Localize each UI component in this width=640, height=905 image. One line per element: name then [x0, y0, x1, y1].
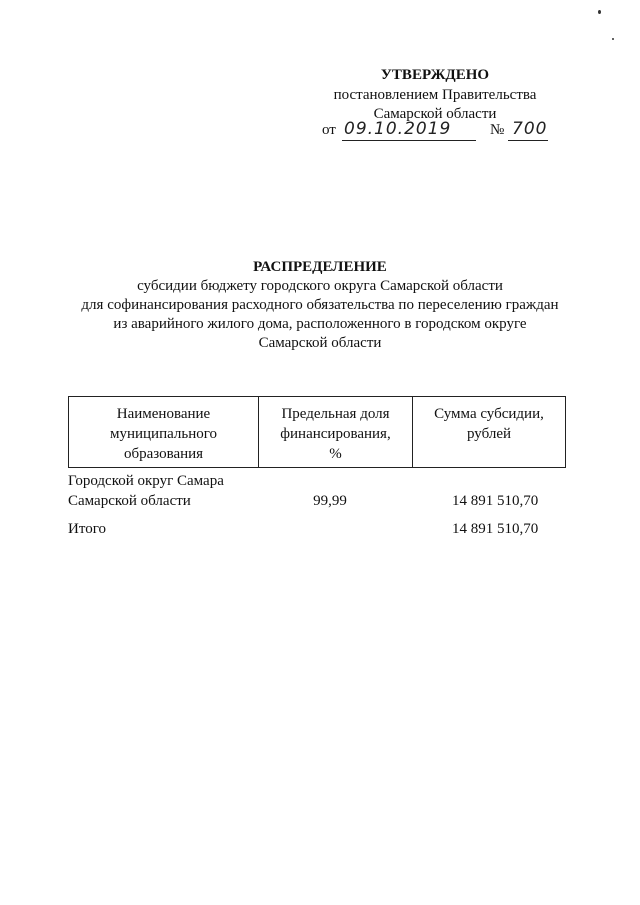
header-cell-text: муниципального: [109, 426, 218, 442]
scan-speck: [598, 10, 601, 14]
header-cell-text: рублей: [466, 426, 512, 442]
row-amount: 14 891 510,70: [452, 493, 539, 509]
header-cell-text: финансирования,: [280, 426, 391, 442]
header-amount: [413, 397, 565, 467]
total-amount: 14 891 510,70: [452, 521, 539, 537]
number-label: №: [490, 122, 505, 138]
approval-line-1: постановлением Правительства: [333, 87, 537, 103]
approval-title: УТВЕРЖДЕНО: [380, 67, 490, 83]
document-title: РАСПРЕДЕЛЕНИЕ: [253, 259, 387, 275]
document-subtitle-line-1: субсидии бюджету городского округа Самарской области: [137, 278, 503, 294]
header-municipality: [69, 397, 259, 467]
header-cell-text: Наименование: [116, 406, 211, 422]
header-share: [259, 397, 413, 467]
header-cell-text: Предельная доля: [281, 406, 390, 422]
distribution-table-header: [68, 396, 566, 468]
date-underline: [342, 140, 476, 141]
from-label: от: [322, 122, 336, 138]
row-municipality-line-2: Самарской области: [68, 493, 191, 509]
header-cell-text: Сумма субсидии,: [434, 406, 544, 422]
document-subtitle-line-2: для софинансирования расходного обязательства по переселению граждан: [81, 297, 559, 313]
handwritten-number: 700: [512, 119, 548, 139]
document-subtitle-line-3: из аварийного жилого дома, расположенного в городском округе: [113, 316, 527, 332]
document-subtitle-line-4: Самарской области: [258, 335, 382, 351]
approval-line-2: Самарской области: [373, 106, 497, 122]
number-underline: [508, 140, 548, 141]
header-cell-text: образования: [123, 446, 204, 462]
approval-date-line: [322, 119, 562, 144]
row-municipality-line-1: Городской округ Самара: [68, 473, 224, 489]
handwritten-date: 09.10.2019: [344, 119, 452, 139]
header-cell-text: %: [329, 446, 342, 462]
row-share: 99,99: [313, 493, 347, 509]
total-label: Итого: [68, 521, 106, 537]
scan-speck: [612, 38, 614, 40]
